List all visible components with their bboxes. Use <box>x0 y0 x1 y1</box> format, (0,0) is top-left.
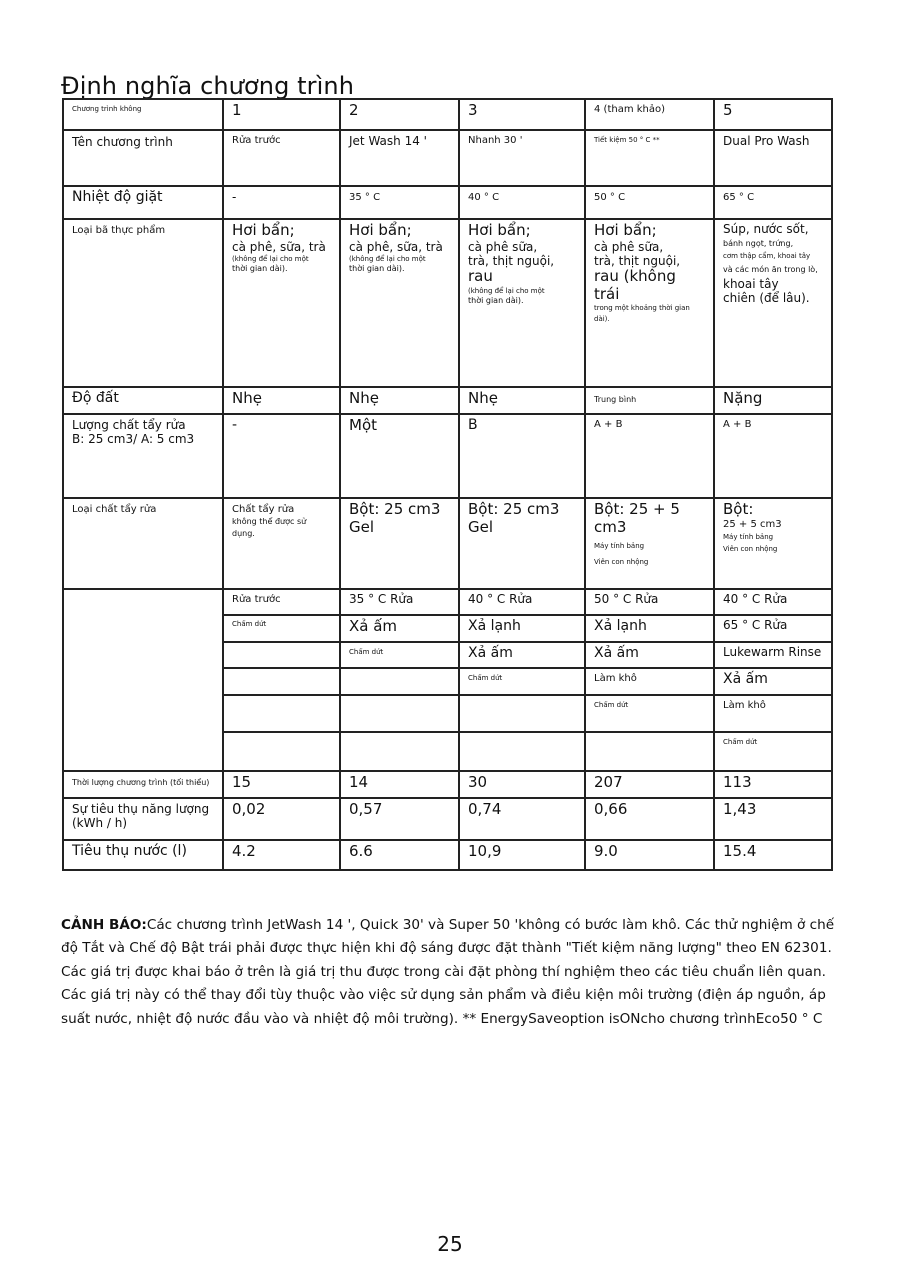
residue-text: bánh ngọt, trứng, <box>723 239 794 249</box>
label-program-name: Tên chương trình <box>63 130 223 186</box>
residue-text: cà phê sữa, <box>594 239 664 254</box>
cell-detergent-type-1 <box>223 498 340 589</box>
cell-name-3: Nhanh 30 ' <box>459 130 585 186</box>
row-soil-level <box>63 387 832 414</box>
step-cell <box>459 695 585 732</box>
step-cell: Xả ấm <box>459 642 585 668</box>
cell-detergent-amount-2: Một <box>340 414 459 498</box>
residue-text: Hơi bẩn; <box>594 221 657 239</box>
cell-water-4: 9.0 <box>585 840 714 870</box>
residue-text: Hơi bẩn; <box>468 221 531 239</box>
cell-name-2: Jet Wash 14 ' <box>340 130 459 186</box>
residue-note: thời gian dài). <box>468 296 524 306</box>
detergent-type-text: Gel <box>349 517 375 536</box>
cell-program-5: 5 <box>714 99 832 130</box>
cell-name-5: Dual Pro Wash <box>714 130 832 186</box>
label-duration: Thời lượng chương trình (tối thiểu) <box>63 771 223 798</box>
cell-soil-3: Nhẹ <box>459 387 585 414</box>
detergent-type-text: Bột: 25 cm3 <box>349 500 441 518</box>
cell-detergent-amount-3: B <box>459 414 585 498</box>
label-soil-level: Độ đất <box>63 387 223 414</box>
warning-text: Các chương trình JetWash 14 ', Quick 30' và Super 50 'không có bước làm khô. Các thử nghiệm ở chế độ Tắt và Chế độ Bật trái phải được thực hiện khi độ sáng được đặt thành "Tiết kiệm năng lượng" theo EN 62301. Các giá trị được khai báo ở trên là giá trị thu được trong cài đặt phòng thí nghiệm theo các tiêu chuẩn liên quan. Các giá trị này có thể thay đổi tùy thuộc vào việc sử dụng sản phẩm và điều kiện môi trường (điện áp nguồn, áp suất nước, nhiệt độ nước đầu vào và nhiệt độ môi trường). ** EnergySaveoption isONcho chương trìnhEco50 ° C <box>61 916 835 1027</box>
residue-text: cà phê, sữa, trà <box>232 239 326 254</box>
step-cell: 65 ° C Rửa <box>714 615 832 642</box>
energy-unit: (kWh / h) <box>72 816 128 831</box>
cell-water-3: 10,9 <box>459 840 585 870</box>
step-cell: Chấm dứt <box>585 695 714 732</box>
row-detergent-type <box>63 498 832 589</box>
detergent-type-text: Bột: <box>723 500 754 518</box>
cell-temp-3: 40 ° C <box>459 186 585 219</box>
step-cell <box>223 642 340 668</box>
row-detergent-amount <box>63 414 832 498</box>
step-cell: 50 ° C Rửa <box>585 589 714 615</box>
cell-residue-2 <box>340 219 459 387</box>
cell-detergent-type-4 <box>585 498 714 589</box>
cell-duration-3: 30 <box>459 771 585 798</box>
cell-energy-2: 0,57 <box>340 798 459 840</box>
step-cell <box>223 732 340 771</box>
residue-note: (không để lại cho một <box>468 286 545 295</box>
warning-paragraph <box>61 914 846 1032</box>
cell-name-1: Rửa trước <box>223 130 340 186</box>
cell-water-2: 6.6 <box>340 840 459 870</box>
step-cell: 40 ° C Rửa <box>459 589 585 615</box>
cell-program-1: 1 <box>223 99 340 130</box>
detergent-type-text: Bột: 25 + 5 cm3 <box>594 500 680 536</box>
cell-temp-5: 65 ° C <box>714 186 832 219</box>
row-duration <box>63 771 832 798</box>
label-detergent-amount <box>63 414 223 498</box>
label-water: Tiêu thụ nước (l) <box>63 840 223 870</box>
cell-residue-1 <box>223 219 340 387</box>
cell-detergent-amount-1: - <box>223 414 340 498</box>
step-cell: Lukewarm Rinse <box>714 642 832 668</box>
cell-temp-4: 50 ° C <box>585 186 714 219</box>
cell-energy-1: 0,02 <box>223 798 340 840</box>
row-wash-temperature <box>63 186 832 219</box>
step-cell: Chấm dứt <box>714 732 832 771</box>
residue-text: rau (không trái <box>594 267 676 303</box>
cell-temp-2: 35 ° C <box>340 186 459 219</box>
residue-note: (không để lại cho một <box>349 254 426 263</box>
residue-note: thời gian dài). <box>349 264 405 274</box>
cell-energy-5: 1,43 <box>714 798 832 840</box>
label-program-number: Chương trình không <box>63 99 223 130</box>
residue-text: Hơi bẩn; <box>349 221 412 239</box>
step-cell: Xả lạnh <box>585 615 714 642</box>
step-cell: Rửa trước <box>223 589 340 615</box>
cell-detergent-amount-5: A + B <box>714 414 832 498</box>
detergent-type-note: Máy tính bảng <box>723 533 774 542</box>
detergent-type-note: Viên con nhộng <box>594 558 649 567</box>
step-cell <box>585 732 714 771</box>
residue-text: trà, thịt nguội, <box>594 253 681 268</box>
step-cell <box>340 695 459 732</box>
cell-duration-1: 15 <box>223 771 340 798</box>
cell-detergent-type-3 <box>459 498 585 589</box>
residue-text: cơm thập cẩm, khoai tây <box>723 252 811 261</box>
warning-label: CẢNH BÁO: <box>61 916 147 933</box>
cell-water-5: 15.4 <box>714 840 832 870</box>
detergent-type-note: Viên con nhộng <box>723 545 778 554</box>
label-detergent-type: Loại chất tẩy rửa <box>63 498 223 589</box>
step-cell <box>340 668 459 695</box>
label-food-residue: Loại bã thực phẩm <box>63 219 223 387</box>
row-energy <box>63 798 832 840</box>
step-cell: Xả ấm <box>714 668 832 695</box>
residue-note: thời gian dài). <box>232 264 288 274</box>
step-cell <box>340 732 459 771</box>
row-food-residue <box>63 219 832 387</box>
row-step-1 <box>63 589 832 615</box>
cell-program-4: 4 (tham khảo) <box>585 99 714 130</box>
residue-text: rau <box>468 267 493 285</box>
step-cell: Làm khô <box>714 695 832 732</box>
cell-water-1: 4.2 <box>223 840 340 870</box>
cell-program-3: 3 <box>459 99 585 130</box>
row-program-number <box>63 99 832 130</box>
cell-duration-5: 113 <box>714 771 832 798</box>
cell-soil-4: Trung bình <box>585 387 714 414</box>
detergent-amount-label: Lượng chất tẩy rửa <box>72 418 186 432</box>
cell-duration-2: 14 <box>340 771 459 798</box>
cell-detergent-type-5 <box>714 498 832 589</box>
cell-soil-5: Nặng <box>714 387 832 414</box>
label-wash-temperature: Nhiệt độ giặt <box>63 186 223 219</box>
cell-residue-4 <box>585 219 714 387</box>
step-cell <box>459 732 585 771</box>
residue-text: khoai tây <box>723 277 779 292</box>
cell-residue-5 <box>714 219 832 387</box>
page-title: Định nghĩa chương trình <box>61 72 355 101</box>
detergent-type-note: Máy tính bảng <box>594 542 645 551</box>
detergent-type-text: Gel <box>468 517 494 536</box>
row-program-name <box>63 130 832 186</box>
step-cell: 35 ° C Rửa <box>340 589 459 615</box>
label-energy <box>63 798 223 840</box>
residue-text: chiên (để lâu). <box>723 291 810 306</box>
residue-text: cà phê sữa, <box>468 239 538 254</box>
step-cell <box>223 695 340 732</box>
step-cell: Chấm dứt <box>340 642 459 668</box>
steps-label-cell <box>63 589 223 771</box>
step-cell: Xả lạnh <box>459 615 585 642</box>
energy-label: Sự tiêu thụ năng lượng <box>72 802 210 816</box>
step-cell: Chấm dứt <box>223 615 340 642</box>
residue-note: trong một khoảng thời gian dài). <box>594 304 690 323</box>
page-number: 25 <box>437 1232 463 1256</box>
step-cell: Làm khô <box>585 668 714 695</box>
residue-text: Hơi bẩn; <box>232 221 295 239</box>
cell-soil-1: Nhẹ <box>223 387 340 414</box>
step-cell <box>223 668 340 695</box>
cell-duration-4: 207 <box>585 771 714 798</box>
row-water <box>63 840 832 870</box>
cell-residue-3 <box>459 219 585 387</box>
residue-text: và các món ăn trong lò, <box>723 264 818 274</box>
detergent-type-note: không thể được sử dụng. <box>232 516 307 538</box>
cell-soil-2: Nhẹ <box>340 387 459 414</box>
cell-name-4: Tiết kiệm 50 ° C ** <box>585 130 714 186</box>
cell-energy-3: 0,74 <box>459 798 585 840</box>
cell-detergent-type-2 <box>340 498 459 589</box>
step-cell: Xả ấm <box>585 642 714 668</box>
residue-text: cà phê, sữa, trà <box>349 239 443 254</box>
program-table <box>62 98 833 871</box>
step-cell: Chấm dứt <box>459 668 585 695</box>
residue-text: trà, thịt nguội, <box>468 253 555 268</box>
detergent-amount-unit: B: 25 cm3/ A: 5 cm3 <box>72 432 195 447</box>
cell-detergent-amount-4: A + B <box>585 414 714 498</box>
residue-text: Súp, nước sốt, <box>723 222 809 236</box>
cell-energy-4: 0,66 <box>585 798 714 840</box>
detergent-type-text: Bột: 25 cm3 <box>468 500 560 518</box>
detergent-type-text: Chất tẩy rửa <box>232 504 295 515</box>
detergent-type-text: 25 + 5 cm3 <box>723 518 782 530</box>
cell-program-2: 2 <box>340 99 459 130</box>
cell-temp-1: - <box>223 186 340 219</box>
step-cell: 40 ° C Rửa <box>714 589 832 615</box>
step-cell: Xả ấm <box>340 615 459 642</box>
residue-note: (không để lại cho một <box>232 254 309 263</box>
